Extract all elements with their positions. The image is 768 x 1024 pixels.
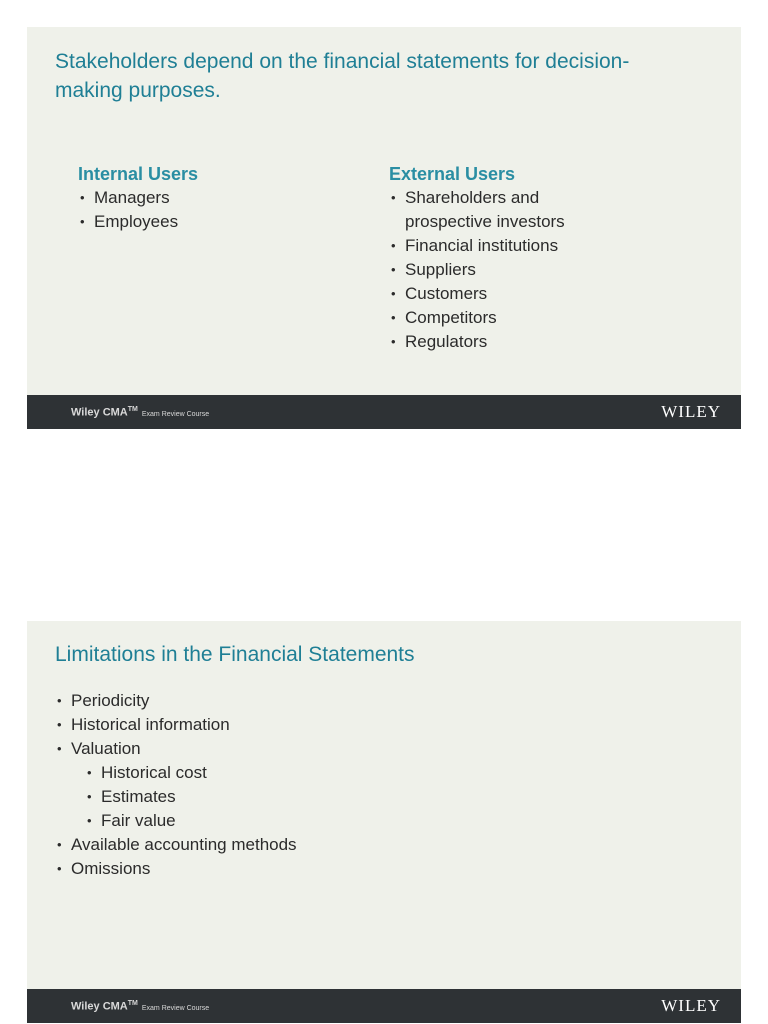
list-item: • Suppliers <box>389 258 599 282</box>
slide-stakeholders <box>27 27 741 429</box>
sub-list-item: • Historical cost <box>85 761 555 785</box>
course-label: Wiley CMA™Exam Review Course <box>71 1000 210 1013</box>
sub-list-item: • Estimates <box>85 785 555 809</box>
slide-footer <box>27 395 741 429</box>
course-label: Wiley CMA™Exam Review Course <box>71 406 210 419</box>
internal-users-column <box>78 162 338 234</box>
list-item: • Competitors <box>389 306 599 330</box>
list-item: • Employees <box>78 210 338 234</box>
list-item: • Regulators <box>389 330 599 354</box>
list-item: • Omissions <box>55 857 555 881</box>
limitations-list <box>55 689 555 881</box>
sub-list-item: • Fair value <box>85 809 555 833</box>
list-item: • Managers <box>78 186 338 210</box>
wiley-logo: WILEY <box>661 996 721 1015</box>
slide-title: Limitations in the Financial Statements <box>55 643 415 666</box>
list-item: • Historical information <box>55 713 555 737</box>
list-item: • Available accounting methods <box>55 833 555 857</box>
list-item: • Periodicity <box>55 689 555 713</box>
list-item: • Shareholders and prospective investors <box>389 186 599 234</box>
internal-users-list <box>78 186 338 234</box>
list-item: • Customers <box>389 282 599 306</box>
internal-users-heading: Internal Users <box>78 164 199 184</box>
slide-limitations <box>27 621 741 1023</box>
list-item: • Financial institutions <box>389 234 599 258</box>
slide-footer <box>27 989 741 1023</box>
slide-title: Stakeholders depend on the financial statements for decision-making purposes. <box>55 50 630 102</box>
external-users-heading: External Users <box>389 164 516 184</box>
external-users-column <box>389 162 689 354</box>
external-users-list <box>389 186 599 354</box>
list-item: • Valuation <box>55 737 555 761</box>
wiley-logo: WILEY <box>661 402 721 421</box>
